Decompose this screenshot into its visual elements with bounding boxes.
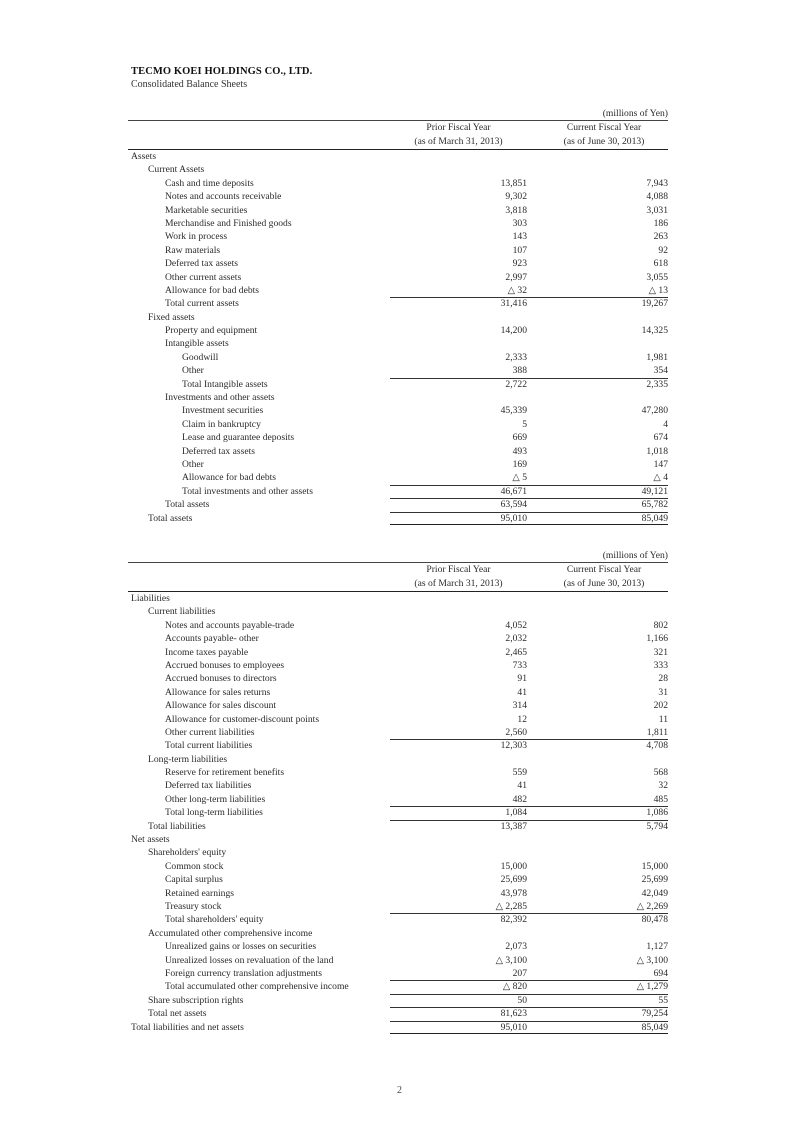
table-row (128, 646, 668, 659)
table-row (128, 458, 668, 471)
current-year-value: △ 2,269 (636, 900, 668, 912)
prior-year-value: 2,722 (505, 378, 527, 390)
prior-year-value: 46,671 (500, 485, 527, 497)
current-year-value: 25,699 (641, 874, 668, 886)
current-year-value: 15,000 (641, 860, 668, 872)
prior-year-value: 207 (512, 967, 527, 979)
row-label: Intangible assets (165, 338, 229, 350)
column-header-line: (as of March 31, 2013) (414, 577, 503, 589)
prior-year-value: 169 (512, 458, 527, 470)
table-row (128, 833, 668, 846)
row-label: Investments and other assets (165, 392, 275, 404)
row-label: Property and equipment (165, 325, 258, 337)
current-year-value: 354 (653, 365, 668, 377)
row-label: Total current liabilities (165, 740, 253, 752)
column-header-line: (as of June 30, 2013) (563, 577, 645, 589)
row-label: Current liabilities (148, 606, 216, 618)
row-label: Total assets (148, 512, 193, 524)
table-body (128, 592, 668, 1034)
current-year-value: 7,943 (646, 177, 668, 189)
prior-year-value: 25,699 (500, 874, 527, 886)
current-year-value: 321 (653, 646, 668, 658)
row-label: Unrealized gains or losses on securities (165, 941, 317, 953)
current-year-value: 55 (658, 994, 668, 1006)
current-year-value: △ 3,100 (636, 954, 668, 966)
row-label: Lease and guarantee deposits (182, 432, 295, 444)
current-year-value: 5,794 (646, 820, 668, 832)
current-year-value: 802 (653, 619, 668, 631)
table-row (128, 391, 668, 404)
prior-year-value: 493 (512, 445, 527, 457)
prior-year-value: 12,303 (500, 740, 527, 752)
row-label: Common stock (165, 860, 224, 872)
total-row (128, 980, 668, 993)
table-row (128, 793, 668, 806)
row-label: Assets (131, 151, 157, 162)
total-row (128, 1021, 668, 1034)
row-label: Foreign currency translation adjustments (165, 967, 322, 979)
row-label: Other long-term liabilities (165, 793, 266, 805)
row-label: Cash and time deposits (165, 177, 254, 189)
row-label: Deferred tax liabilities (165, 780, 252, 792)
table-row (128, 337, 668, 350)
total-row (128, 485, 668, 498)
table-row (128, 699, 668, 712)
prior-year-value: 43,978 (500, 887, 527, 899)
current-year-value: 694 (653, 967, 668, 979)
table-row (128, 619, 668, 632)
current-year-value: 11 (658, 713, 668, 725)
table-row (128, 431, 668, 444)
table-row (128, 324, 668, 337)
table-header (128, 562, 668, 592)
column-header-line: (as of March 31, 2013) (414, 135, 503, 147)
current-year-value: 618 (653, 258, 668, 270)
table-row (128, 632, 668, 645)
row-label: Allowance for sales discount (165, 700, 277, 712)
row-label: Long-term liabilities (148, 753, 228, 765)
row-label: Total liabilities (148, 820, 206, 832)
current-year-value: 186 (653, 217, 668, 229)
row-label: Notes and accounts receivable (165, 191, 282, 203)
current-year-value: 3,055 (646, 271, 668, 283)
prior-year-value: 63,594 (500, 499, 527, 511)
row-label: Net assets (131, 834, 170, 846)
row-label: Allowance for bad debts (165, 284, 260, 296)
document-title: Consolidated Balance Sheets (131, 79, 248, 90)
prior-year-value: 2,032 (505, 633, 527, 645)
row-label: Goodwill (182, 351, 219, 363)
current-year-value: 14,325 (641, 325, 668, 337)
row-label: Other current liabilities (165, 726, 255, 738)
row-label: Total accumulated other comprehensive income (165, 981, 349, 993)
current-year-value: 42,049 (641, 887, 668, 899)
prior-year-value: △ 2,285 (495, 900, 527, 912)
current-year-value: 263 (653, 231, 668, 243)
total-row (128, 1007, 668, 1020)
column-header-line: (as of June 30, 2013) (563, 135, 645, 147)
prior-year-value: △ 32 (507, 284, 527, 296)
row-label: Total net assets (148, 1008, 207, 1020)
assets-table (128, 108, 668, 525)
column-header-line: Current Fiscal Year (566, 122, 642, 133)
current-year-value: 92 (658, 244, 668, 256)
prior-year-value: 2,073 (505, 941, 527, 953)
row-label: Total current assets (165, 298, 239, 310)
row-label: Reserve for retirement benefits (165, 767, 285, 779)
prior-year-value: △ 820 (502, 981, 527, 993)
row-label: Merchandise and Finished goods (165, 217, 292, 229)
prior-year-value: 314 (512, 700, 527, 712)
current-year-value: 1,811 (646, 726, 668, 738)
row-label: Total investments and other assets (182, 485, 313, 497)
row-label: Investment securities (182, 405, 264, 417)
prior-year-value: 5 (522, 418, 527, 430)
total-row (128, 994, 668, 1007)
current-year-value: 333 (653, 659, 668, 671)
prior-year-value: 2,997 (505, 271, 527, 283)
total-row (128, 512, 668, 525)
table-row (128, 163, 668, 176)
row-label: Shareholders' equity (148, 847, 227, 859)
row-label: Work in process (165, 231, 228, 243)
company-name: TECMO KOEI HOLDINGS CO., LTD. (131, 66, 313, 77)
current-year-value: 47,280 (641, 405, 668, 417)
row-label: Liabilities (131, 593, 170, 604)
current-year-value: 2,335 (646, 378, 668, 390)
row-label: Accrued bonuses to directors (165, 673, 277, 685)
table-row (128, 954, 668, 967)
current-year-value: 65,782 (641, 499, 668, 511)
table-row (128, 230, 668, 243)
table-row (128, 445, 668, 458)
table-row (128, 150, 668, 163)
table-row (128, 190, 668, 203)
current-year-value: 1,166 (646, 633, 668, 645)
current-year-value: 79,254 (641, 1008, 668, 1020)
column-header-line: Prior Fiscal Year (426, 122, 491, 133)
row-label: Accounts payable- other (165, 633, 259, 645)
prior-year-value: 388 (512, 365, 527, 377)
prior-year-value: 3,818 (505, 204, 527, 216)
table-row (128, 311, 668, 324)
table-row (128, 271, 668, 284)
row-label: Accrued bonuses to employees (165, 659, 285, 671)
row-label: Capital surplus (165, 874, 223, 886)
table-header (128, 120, 668, 150)
current-year-value: 49,121 (641, 485, 668, 497)
row-label: Raw materials (165, 244, 221, 256)
prior-year-value: 9,302 (505, 191, 527, 203)
page-number: 2 (397, 1085, 402, 1096)
current-year-value: 147 (653, 458, 668, 470)
table-row (128, 766, 668, 779)
prior-year-value: 31,416 (500, 298, 527, 310)
prior-year-value: 41 (517, 780, 527, 792)
prior-year-value: 15,000 (500, 860, 527, 872)
prior-year-value: 95,010 (500, 512, 527, 524)
current-year-value: 1,981 (646, 351, 668, 363)
table-row (128, 471, 668, 484)
prior-year-value: 45,339 (500, 405, 527, 417)
row-label: Current Assets (148, 164, 205, 176)
prior-year-value: 2,560 (505, 726, 527, 738)
liabilities-table (128, 550, 668, 1034)
prior-year-value: 12 (517, 713, 527, 725)
prior-year-value: 13,387 (500, 820, 527, 832)
row-label: Income taxes payable (165, 646, 249, 658)
table-row (128, 672, 668, 685)
table-row (128, 686, 668, 699)
current-year-value: 1,018 (646, 445, 668, 457)
row-label: Treasury stock (165, 900, 222, 912)
prior-year-value: 143 (512, 231, 527, 243)
row-label: Total long-term liabilities (165, 807, 263, 819)
current-year-value: 1,127 (646, 941, 668, 953)
row-label: Total assets (165, 499, 210, 511)
table-row (128, 404, 668, 417)
current-year-value: 3,031 (646, 204, 668, 216)
total-row (128, 498, 668, 511)
prior-year-value: 50 (517, 994, 527, 1006)
current-year-value: △ 1,279 (636, 981, 668, 993)
column-header-current (540, 121, 668, 148)
prior-year-value: 2,465 (505, 646, 527, 658)
row-label: Marketable securities (165, 204, 248, 216)
prior-year-value: △ 3,100 (495, 954, 527, 966)
prior-year-value: 4,052 (505, 619, 527, 631)
table-row (128, 726, 668, 739)
prior-year-value: 669 (512, 432, 527, 444)
row-label: Allowance for customer-discount points (165, 713, 320, 725)
row-label: Total Intangible assets (182, 378, 268, 390)
column-header-current (540, 563, 668, 590)
total-row (128, 806, 668, 819)
table-row (128, 713, 668, 726)
prior-year-value: 13,851 (500, 177, 527, 189)
table-row (128, 900, 668, 913)
row-label: Notes and accounts payable-trade (165, 619, 295, 631)
prior-year-value: △ 5 (512, 472, 527, 484)
current-year-value: 568 (653, 767, 668, 779)
row-label: Unrealized losses on revaluation of the land (165, 954, 334, 966)
column-header-line: Prior Fiscal Year (426, 564, 491, 575)
units-label: (millions of Yen) (602, 108, 668, 119)
total-row (128, 378, 668, 391)
table-row (128, 244, 668, 257)
table-row (128, 284, 668, 297)
prior-year-value: 107 (512, 244, 527, 256)
prior-year-value: 95,010 (500, 1021, 527, 1033)
prior-year-value: 82,392 (500, 914, 527, 926)
table-row (128, 940, 668, 953)
current-year-value: 4 (663, 418, 668, 430)
column-header-prior (390, 121, 527, 148)
prior-year-value: 14,200 (500, 325, 527, 337)
row-label: Claim in bankruptcy (182, 418, 261, 430)
row-label: Share subscription rights (148, 994, 244, 1006)
current-year-value: 1,086 (646, 807, 668, 819)
row-label: Retained earnings (165, 887, 234, 899)
units-label: (millions of Yen) (602, 550, 668, 561)
table-row (128, 659, 668, 672)
table-row (128, 873, 668, 886)
table-row (128, 257, 668, 270)
prior-year-value: 733 (512, 659, 527, 671)
prior-year-value: 923 (512, 258, 527, 270)
current-year-value: 85,049 (641, 1021, 668, 1033)
current-year-value: 31 (658, 686, 668, 698)
prior-year-value: 81,623 (500, 1008, 527, 1020)
current-year-value: 4,088 (646, 191, 668, 203)
current-year-value: 32 (658, 780, 668, 792)
table-row (128, 204, 668, 217)
current-year-value: 485 (653, 793, 668, 805)
row-label: Deferred tax assets (165, 258, 238, 270)
table-row (128, 177, 668, 190)
prior-year-value: 41 (517, 686, 527, 698)
table-row (128, 592, 668, 605)
prior-year-value: 482 (512, 793, 527, 805)
table-row (128, 418, 668, 431)
table-row (128, 217, 668, 230)
total-row (128, 820, 668, 833)
table-row (128, 887, 668, 900)
table-row (128, 927, 668, 940)
table-row (128, 364, 668, 377)
prior-year-value: 303 (512, 217, 527, 229)
current-year-value: 85,049 (641, 512, 668, 524)
total-row (128, 739, 668, 752)
row-label: Accumulated other comprehensive income (148, 927, 313, 939)
column-header-prior (390, 563, 527, 590)
table-row (128, 967, 668, 980)
table-row (128, 605, 668, 618)
row-label: Other (182, 458, 204, 470)
table-row (128, 846, 668, 859)
current-year-value: 80,478 (641, 914, 668, 926)
current-year-value: △ 13 (648, 284, 668, 296)
table-row (128, 860, 668, 873)
table-row (128, 753, 668, 766)
current-year-value: 19,267 (641, 298, 668, 310)
row-label: Total shareholders' equity (165, 914, 264, 926)
table-row (128, 779, 668, 792)
table-body (128, 150, 668, 525)
prior-year-value: 559 (512, 767, 527, 779)
row-label: Allowance for sales returns (165, 686, 271, 698)
row-label: Deferred tax assets (182, 445, 255, 457)
row-label: Total liabilities and net assets (131, 1021, 244, 1033)
total-row (128, 297, 668, 310)
current-year-value: 4,708 (646, 740, 668, 752)
current-year-value: △ 4 (653, 472, 668, 484)
table-row (128, 351, 668, 364)
prior-year-value: 2,333 (505, 351, 527, 363)
column-header-line: Current Fiscal Year (566, 564, 642, 575)
current-year-value: 202 (653, 700, 668, 712)
current-year-value: 674 (653, 432, 668, 444)
row-label: Allowance for bad debts (182, 472, 277, 484)
row-label: Other (182, 365, 204, 377)
current-year-value: 28 (658, 673, 668, 685)
prior-year-value: 91 (517, 673, 527, 685)
prior-year-value: 1,084 (505, 807, 527, 819)
total-row (128, 913, 668, 926)
row-label: Other current assets (165, 271, 242, 283)
row-label: Fixed assets (148, 311, 195, 323)
